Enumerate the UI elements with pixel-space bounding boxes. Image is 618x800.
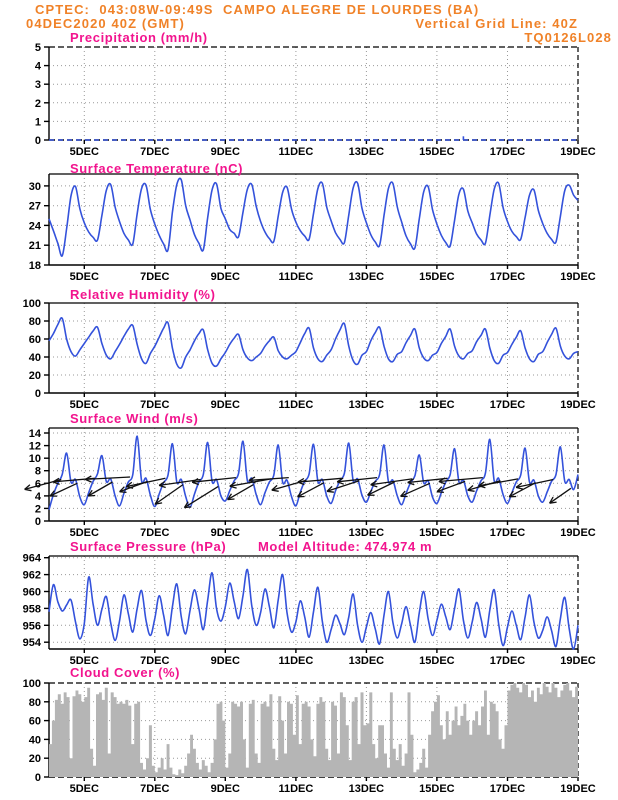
svg-text:3: 3 <box>34 79 41 92</box>
svg-text:5DEC: 5DEC <box>69 527 99 539</box>
svg-text:5DEC: 5DEC <box>69 271 99 283</box>
panel-title-humidity: Relative Humidity (%) <box>70 287 216 302</box>
panel-cloud-cover <box>23 678 596 795</box>
svg-text:9DEC: 9DEC <box>210 146 240 158</box>
svg-text:4: 4 <box>34 490 41 503</box>
header-vertical-grid-line: Vertical Grid Line: 40Z <box>415 16 578 31</box>
svg-text:13DEC: 13DEC <box>348 146 385 158</box>
svg-text:1: 1 <box>34 116 41 129</box>
svg-text:80: 80 <box>28 696 41 709</box>
svg-text:0: 0 <box>34 135 41 147</box>
svg-text:15DEC: 15DEC <box>419 655 455 667</box>
svg-text:21: 21 <box>28 240 41 253</box>
svg-text:60: 60 <box>28 334 41 346</box>
svg-text:40: 40 <box>28 352 41 364</box>
header-run-id: TQ0126L028 <box>524 30 612 45</box>
svg-text:956: 956 <box>22 620 41 633</box>
svg-text:40: 40 <box>28 734 41 747</box>
svg-text:958: 958 <box>22 603 41 616</box>
svg-text:11DEC: 11DEC <box>278 783 314 795</box>
model-altitude-label: Model Altitude: 474.974 m <box>258 539 433 554</box>
svg-text:9DEC: 9DEC <box>210 399 240 411</box>
svg-text:13DEC: 13DEC <box>348 783 385 795</box>
panel-title-pressure: Surface Pressure (hPa) <box>70 539 227 554</box>
svg-text:7DEC: 7DEC <box>140 655 170 667</box>
svg-text:0: 0 <box>34 516 41 528</box>
svg-text:13DEC: 13DEC <box>348 271 385 283</box>
svg-text:5: 5 <box>34 42 41 54</box>
svg-text:7DEC: 7DEC <box>140 527 170 539</box>
svg-text:2: 2 <box>34 97 41 110</box>
svg-text:9DEC: 9DEC <box>210 783 240 795</box>
svg-text:11DEC: 11DEC <box>278 399 314 411</box>
panel-relative-humidity <box>23 298 596 411</box>
svg-text:12: 12 <box>28 440 41 453</box>
svg-text:960: 960 <box>22 586 41 599</box>
svg-text:15DEC: 15DEC <box>419 783 455 795</box>
svg-text:5DEC: 5DEC <box>69 655 99 667</box>
svg-text:17DEC: 17DEC <box>489 783 526 795</box>
panel-title-wind: Surface Wind (m/s) <box>70 411 199 426</box>
svg-text:13DEC: 13DEC <box>348 655 385 667</box>
panel-surface-pressure <box>23 553 596 667</box>
svg-text:30: 30 <box>28 180 41 193</box>
svg-text:11DEC: 11DEC <box>278 146 314 158</box>
svg-text:24: 24 <box>28 220 41 233</box>
svg-text:19DEC: 19DEC <box>560 783 596 795</box>
svg-text:15DEC: 15DEC <box>419 271 455 283</box>
svg-text:15DEC: 15DEC <box>419 527 455 539</box>
svg-text:2: 2 <box>34 503 41 516</box>
svg-text:5DEC: 5DEC <box>69 783 99 795</box>
panel-precipitation <box>35 42 596 158</box>
svg-text:0: 0 <box>34 772 41 784</box>
svg-text:20: 20 <box>28 753 41 766</box>
panel-surface-temperature <box>29 174 596 283</box>
svg-text:13DEC: 13DEC <box>348 399 385 411</box>
panel-title-cloud: Cloud Cover (%) <box>70 665 181 680</box>
svg-text:15DEC: 15DEC <box>419 399 455 411</box>
svg-text:10: 10 <box>28 453 41 466</box>
svg-text:17DEC: 17DEC <box>489 146 526 158</box>
svg-text:13DEC: 13DEC <box>348 527 385 539</box>
header-init-time: 04DEC2020 40Z (GMT) <box>26 16 185 31</box>
svg-text:954: 954 <box>22 637 41 650</box>
svg-text:11DEC: 11DEC <box>278 271 314 283</box>
svg-text:11DEC: 11DEC <box>278 527 314 539</box>
panel-title-temperature: Surface Temperature (nC) <box>70 161 244 176</box>
svg-text:9DEC: 9DEC <box>210 655 240 667</box>
svg-text:19DEC: 19DEC <box>560 527 596 539</box>
svg-text:60: 60 <box>28 715 41 728</box>
svg-text:100: 100 <box>22 298 41 310</box>
svg-text:19DEC: 19DEC <box>560 271 596 283</box>
svg-text:14: 14 <box>28 428 41 440</box>
svg-text:17DEC: 17DEC <box>489 655 526 667</box>
svg-text:4: 4 <box>34 60 41 73</box>
svg-text:27: 27 <box>28 200 41 213</box>
panel-title-precipitation: Precipitation (mm/h) <box>70 30 208 45</box>
svg-text:7DEC: 7DEC <box>140 399 170 411</box>
svg-text:17DEC: 17DEC <box>489 271 526 283</box>
svg-text:0: 0 <box>34 388 41 400</box>
svg-text:20: 20 <box>28 370 41 382</box>
svg-text:6: 6 <box>34 478 41 491</box>
svg-text:100: 100 <box>22 678 41 690</box>
svg-text:19DEC: 19DEC <box>560 655 596 667</box>
svg-text:17DEC: 17DEC <box>489 399 526 411</box>
svg-text:7DEC: 7DEC <box>140 146 170 158</box>
svg-text:19DEC: 19DEC <box>560 399 596 411</box>
svg-text:9DEC: 9DEC <box>210 527 240 539</box>
svg-text:964: 964 <box>22 552 41 565</box>
svg-text:19DEC: 19DEC <box>560 146 596 158</box>
svg-text:80: 80 <box>28 316 41 328</box>
svg-text:9DEC: 9DEC <box>210 271 240 283</box>
svg-text:11DEC: 11DEC <box>278 655 314 667</box>
svg-text:8: 8 <box>34 465 41 478</box>
svg-text:5DEC: 5DEC <box>69 146 99 158</box>
panel-surface-wind <box>25 428 596 539</box>
svg-text:7DEC: 7DEC <box>140 783 170 795</box>
svg-text:962: 962 <box>22 569 41 582</box>
svg-text:15DEC: 15DEC <box>419 146 455 158</box>
header-station-line: CPTEC: 043:08W-09:49S CAMPO ALEGRE DE LOURDES (BA) <box>35 2 480 17</box>
svg-text:18: 18 <box>28 260 41 272</box>
svg-text:7DEC: 7DEC <box>140 271 170 283</box>
svg-text:5DEC: 5DEC <box>69 399 99 411</box>
svg-text:17DEC: 17DEC <box>489 527 526 539</box>
